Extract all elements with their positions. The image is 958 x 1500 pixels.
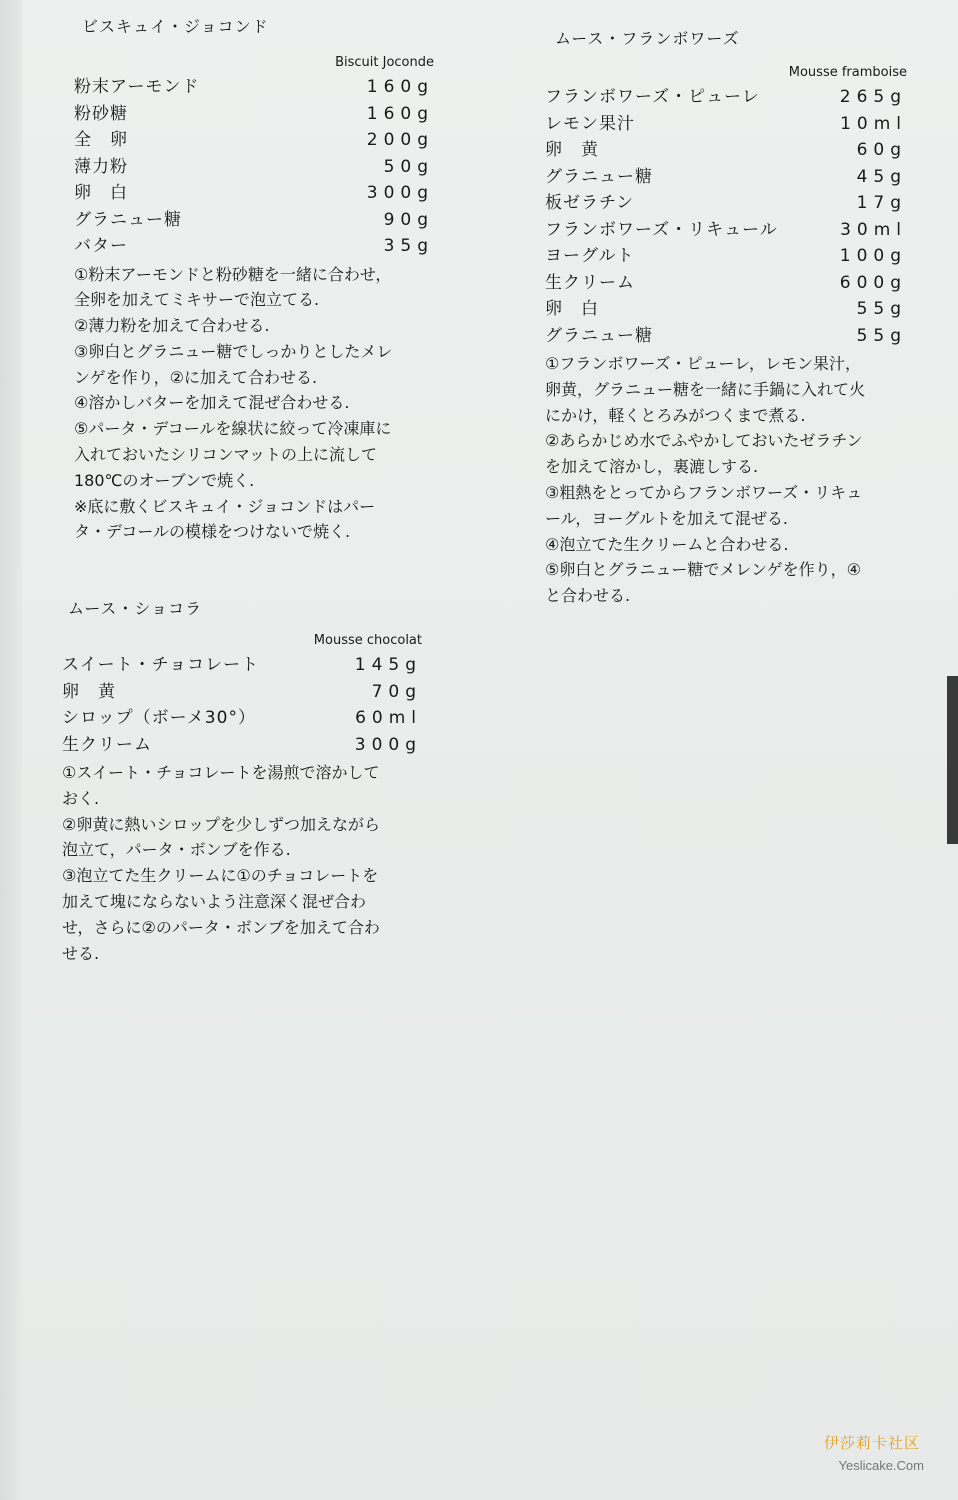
ingredient-list xyxy=(62,652,422,758)
instruction-line: 加えて塊にならないよう注意深く混ぜ合わ xyxy=(62,891,367,911)
instruction-line: ③泡立てた生クリームに①のチョコレートを xyxy=(62,866,379,886)
ingredient-name: ヨーグルト xyxy=(545,246,635,266)
ingredient-name: グラニュー糖 xyxy=(74,209,182,230)
ingredient-name: 薄力粉 xyxy=(74,156,128,177)
ingredient-amount: 100g xyxy=(839,246,907,266)
instruction-line: 泡立て，パータ・ボンブを作る. xyxy=(62,840,291,860)
ingredient-list xyxy=(545,84,907,349)
ingredient-name: グラニュー糖 xyxy=(545,325,653,346)
instruction-line: にかけ，軽くとろみがつくまで煮る. xyxy=(545,405,806,425)
ingredient-name: 粉砂糖 xyxy=(74,103,128,124)
instruction-steps xyxy=(74,262,434,546)
section-subtitle: Biscuit Joconde xyxy=(335,55,434,70)
ingredient-row xyxy=(545,296,907,323)
instruction-line: 入れておいたシリコンマットの上に流して xyxy=(74,445,378,465)
biscuit-joconde-section xyxy=(74,14,434,545)
instruction-line: おく. xyxy=(62,788,100,808)
ingredient-row xyxy=(62,652,422,679)
section-subtitle: Mousse chocolat xyxy=(313,633,422,648)
ingredient-row xyxy=(74,207,434,234)
ingredient-name: 生クリーム xyxy=(62,734,152,755)
instruction-steps xyxy=(62,760,422,966)
section-subtitle: Mousse framboise xyxy=(788,65,907,80)
ingredient-row xyxy=(62,705,422,732)
ingredient-name: 卵 黄 xyxy=(62,681,116,702)
ingredient-name: 卵 白 xyxy=(74,183,128,203)
ingredient-amount: 30ml xyxy=(840,219,907,240)
instruction-line: ①スイート・チョコレートを湯煎で溶かして xyxy=(62,763,380,782)
instruction-line: と合わせる. xyxy=(545,586,631,606)
ingredient-amount: 160g xyxy=(366,103,434,124)
ingredient-name: フランボワーズ・リキュール xyxy=(545,219,778,240)
instruction-line: 180℃のオーブンで焼く. xyxy=(74,470,255,490)
ingredient-row xyxy=(545,111,907,138)
watermark-url: Yeslicake.Com xyxy=(838,1458,924,1473)
ingredient-name: グラニュー糖 xyxy=(545,166,653,187)
ingredient-name: 卵 黄 xyxy=(545,140,599,160)
ingredient-row xyxy=(74,233,434,260)
instruction-line: ール，ヨーグルトを加えて混ぜる. xyxy=(545,508,789,528)
instruction-line: ③卵白とグラニュー糖でしっかりとしたメレ xyxy=(74,341,393,361)
ingredient-name: シロップ（ボーメ30°） xyxy=(62,708,256,728)
instruction-line: タ・デコールの模様をつけないで焼く. xyxy=(74,522,351,542)
ingredient-row xyxy=(545,84,907,111)
ingredient-amount: 60g xyxy=(856,140,907,160)
instruction-line: 全卵を加えてミキサーで泡立てる. xyxy=(74,290,320,310)
ingredient-amount: 200g xyxy=(366,130,434,150)
instruction-line: せる. xyxy=(62,943,100,963)
ingredient-row xyxy=(545,164,907,191)
ingredient-amount: 265g xyxy=(839,87,907,107)
page-edge-tab xyxy=(947,676,958,844)
ingredient-name: 板ゼラチン xyxy=(545,193,635,213)
instruction-line: ⑤卵白とグラニュー糖でメレンゲを作り，④ xyxy=(545,560,861,580)
ingredient-name: バター xyxy=(74,236,128,256)
ingredient-amount: 145g xyxy=(354,655,422,675)
ingredient-list xyxy=(74,74,434,260)
instruction-line: ンゲを作り，②に加えて合わせる. xyxy=(74,367,318,387)
instruction-line: ①フランボワーズ・ピューレ，レモン果汁， xyxy=(545,354,861,373)
ingredient-name: フランボワーズ・ピューレ xyxy=(545,87,760,107)
instruction-line: を加えて溶かし，裏漉しする. xyxy=(545,457,759,477)
ingredient-row xyxy=(545,323,907,350)
ingredient-name: 生クリーム xyxy=(545,272,635,293)
ingredient-row xyxy=(74,180,434,207)
ingredient-row xyxy=(62,732,422,759)
ingredient-amount: 300g xyxy=(354,734,422,755)
ingredient-row xyxy=(74,74,434,101)
ingredient-row xyxy=(545,243,907,270)
instruction-steps xyxy=(545,351,907,609)
ingredient-row xyxy=(74,127,434,154)
instruction-line: ⑤パータ・デコールを線状に絞って冷凍庫に xyxy=(74,419,392,439)
instruction-line: 卵黄，グラニュー糖を一緒に手鍋に入れて火 xyxy=(545,379,866,399)
ingredient-name: 粉末アーモンド xyxy=(74,77,200,97)
ingredient-amount: 60ml xyxy=(355,708,422,728)
ingredient-name: 全 卵 xyxy=(74,130,128,150)
ingredient-row xyxy=(545,137,907,164)
ingredient-amount: 50g xyxy=(383,156,434,177)
instruction-line: ④泡立てた生クリームと合わせる. xyxy=(545,534,789,554)
instruction-line: ①粉末アーモンドと粉砂糖を一緒に合わせ， xyxy=(74,264,392,284)
instruction-line: ③粗熱をとってからフランボワーズ・リキュ xyxy=(545,482,863,502)
ingredient-amount: 55g xyxy=(856,299,907,319)
ingredient-row xyxy=(545,217,907,244)
ingredient-amount: 55g xyxy=(856,325,907,346)
section-title: ビスキュイ・ジョコンド xyxy=(82,17,269,36)
ingredient-amount: 10ml xyxy=(840,113,907,134)
instruction-line: ②あらかじめ水でふやかしておいたゼラチン xyxy=(545,431,863,451)
ingredient-amount: 160g xyxy=(366,77,434,97)
ingredient-amount: 17g xyxy=(856,193,907,213)
ingredient-amount: 90g xyxy=(383,209,434,230)
mousse-framboise-section xyxy=(545,26,907,609)
mousse-chocolat-section xyxy=(62,596,422,966)
instruction-line: ※底に敷くビスキュイ・ジョコンドはパー xyxy=(74,496,376,516)
ingredient-row xyxy=(74,101,434,128)
ingredient-name: レモン果汁 xyxy=(545,113,635,134)
ingredient-amount: 70g xyxy=(371,681,422,702)
watermark-site-name: 伊莎莉卡社区 xyxy=(823,1434,920,1452)
ingredient-amount: 300g xyxy=(366,183,434,203)
ingredient-name: 卵 白 xyxy=(545,299,599,319)
ingredient-row xyxy=(74,154,434,181)
ingredient-amount: 45g xyxy=(856,166,907,187)
ingredient-amount: 35g xyxy=(383,236,434,256)
instruction-line: ②卵黄に熱いシロップを少しずつ加えながら xyxy=(62,814,381,834)
instruction-line: ④溶かしバターを加えて混ぜ合わせる. xyxy=(74,393,350,413)
page-binding-edge xyxy=(0,0,22,1500)
ingredient-row xyxy=(62,679,422,706)
section-title: ムース・フランボワーズ xyxy=(555,29,740,48)
instruction-line: せ，さらに②のパータ・ボンブを加えて合わ xyxy=(62,917,380,937)
ingredient-row xyxy=(545,270,907,297)
ingredient-name: スイート・チョコレート xyxy=(62,655,260,675)
ingredient-amount: 600g xyxy=(839,272,907,293)
section-title: ムース・ショコラ xyxy=(68,599,203,618)
instruction-line: ②薄力粉を加えて合わせる. xyxy=(74,316,270,336)
ingredient-row xyxy=(545,190,907,217)
